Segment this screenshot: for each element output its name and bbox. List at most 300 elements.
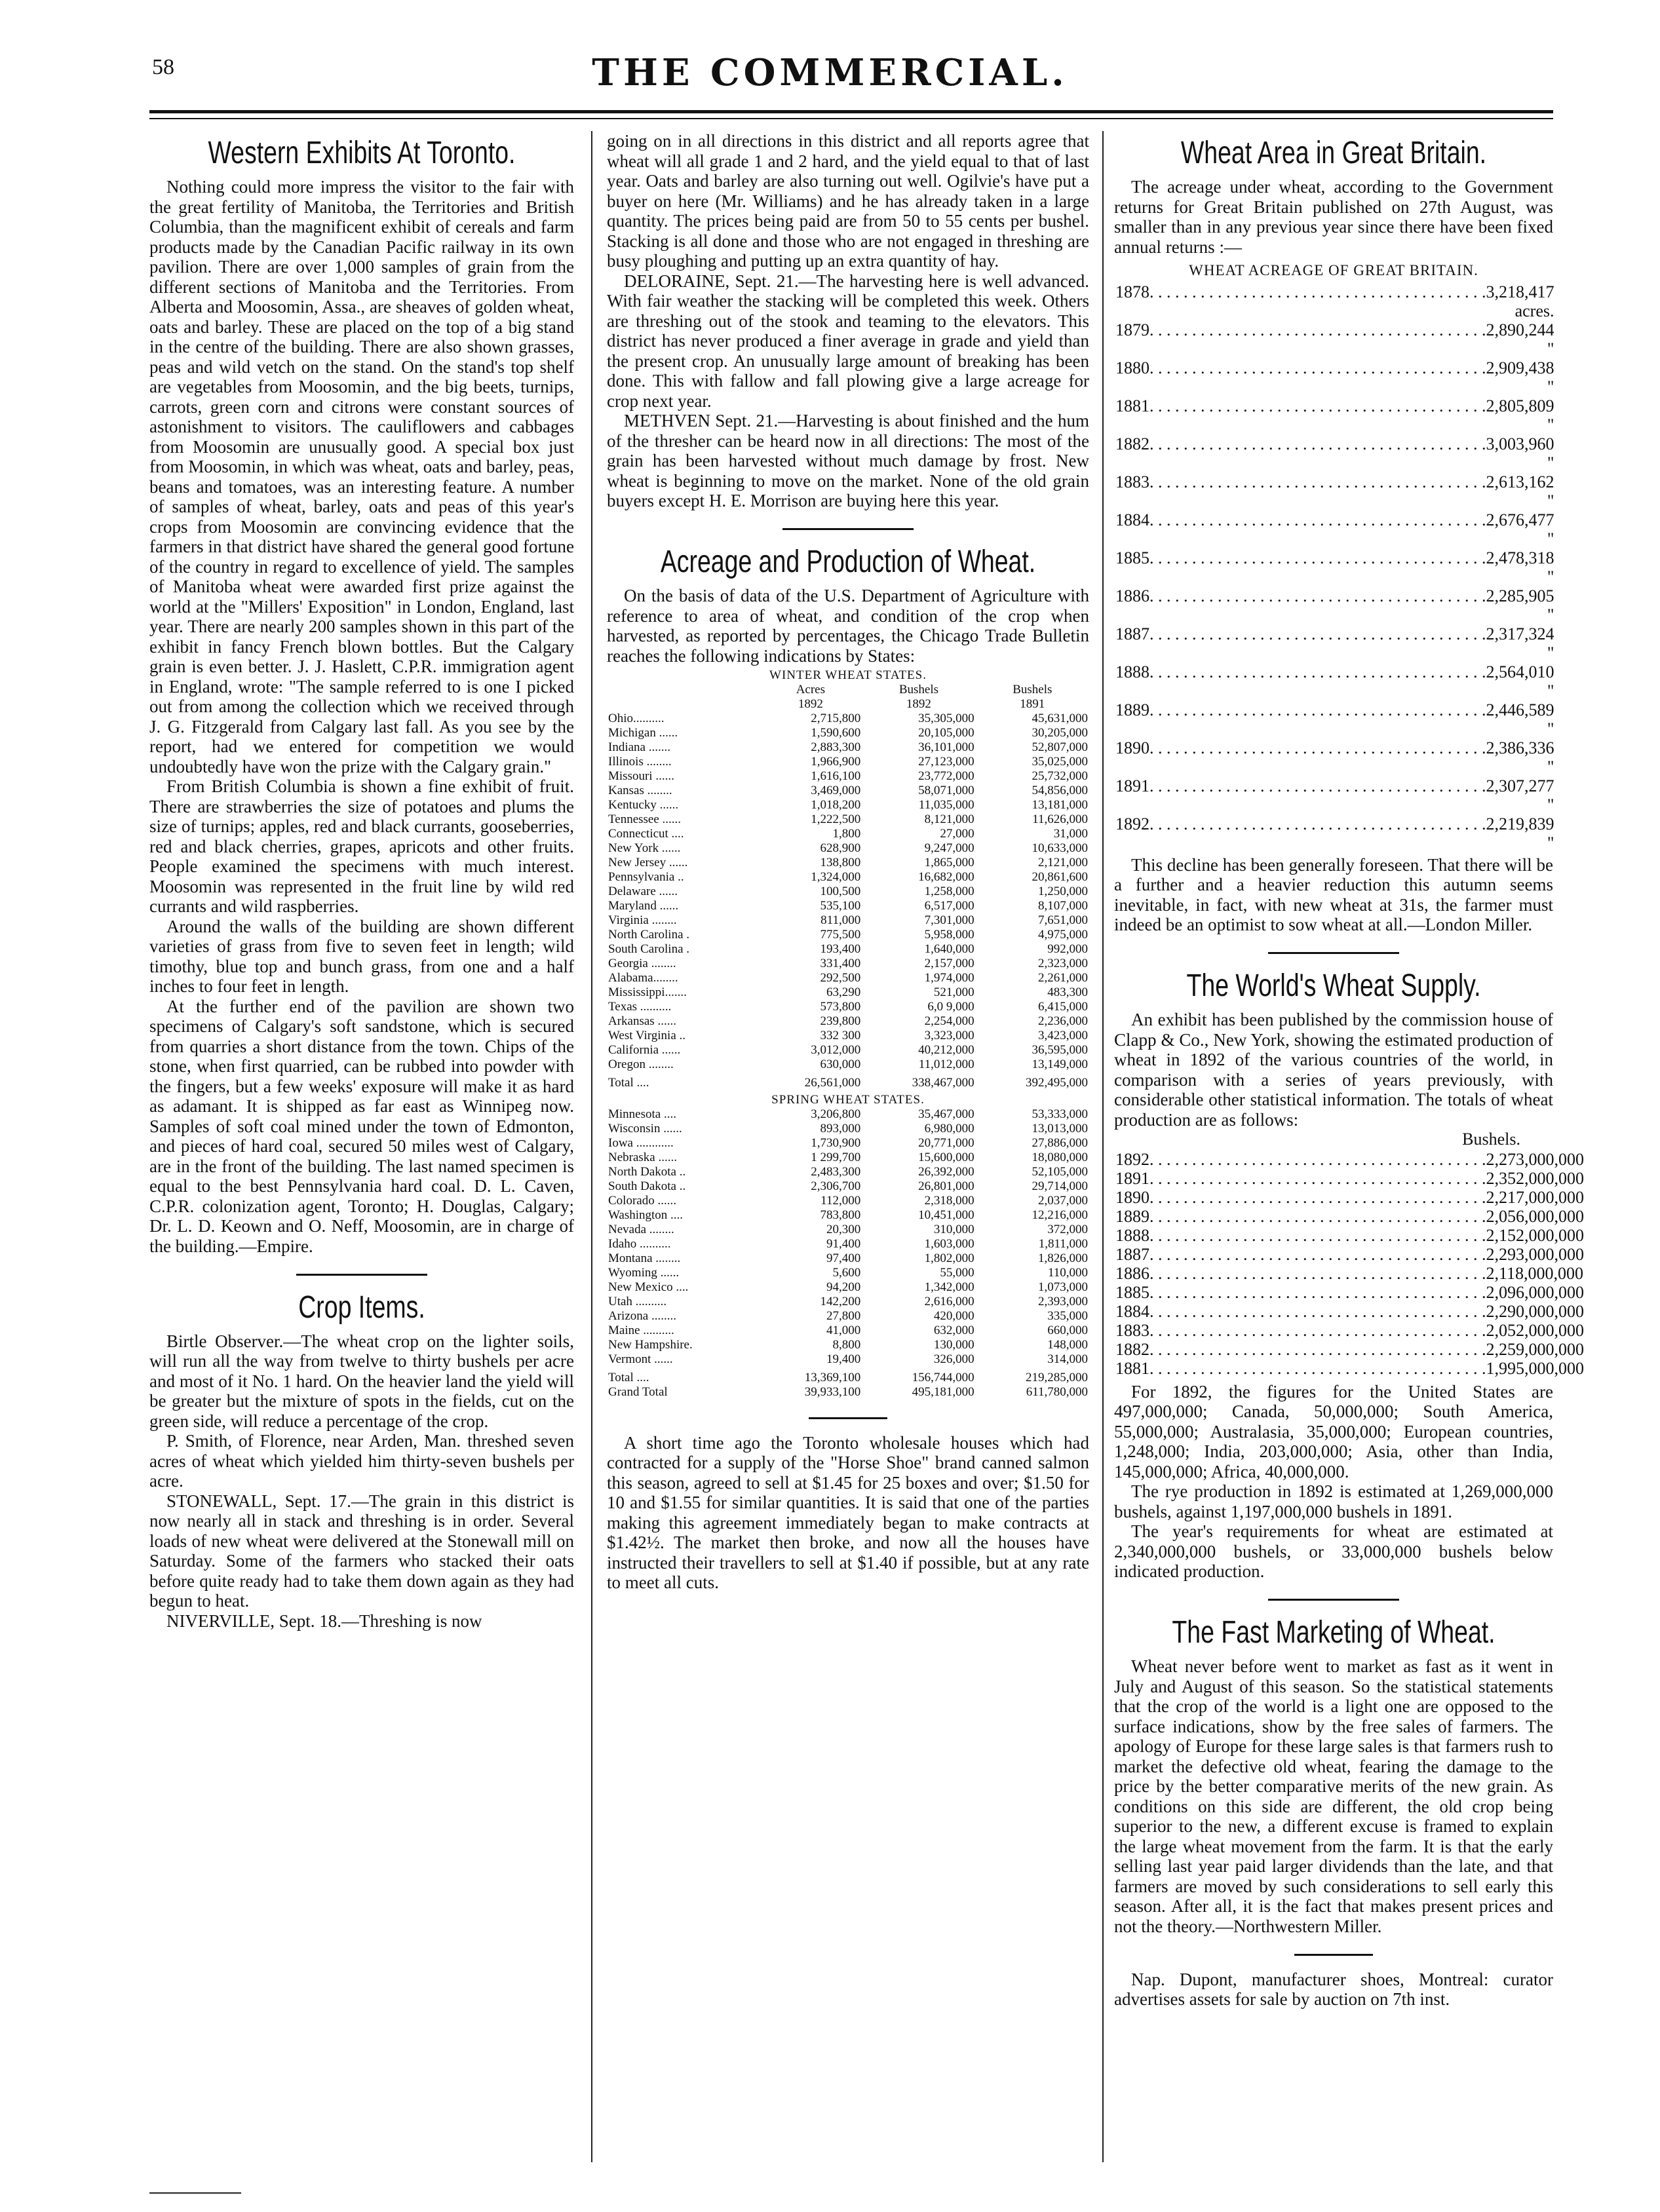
article-title-fast-marketing: The Fast Marketing of Wheat. [1172, 1615, 1496, 1650]
table-cell: 1,640,000 [924, 942, 975, 956]
list-item [1115, 1244, 1584, 1264]
value: 2,259,000,000 [1486, 1339, 1584, 1359]
table-cell: 20,105,000 [918, 726, 975, 740]
state-name: Total .... [608, 1371, 649, 1384]
table-row [607, 971, 1089, 985]
table-caption: WINTER WHEAT STATES. [769, 668, 927, 682]
list-item [1115, 1206, 1584, 1226]
state-name: Grand Total [608, 1385, 668, 1399]
paragraph: From British Columbia is shown a fine exhibit of fruit. There are strawberries the size of potatoes and plums the size of turnips; apples, red and black currants, gooseberries, red and black cherries, grapes, apricots and other fruits. People examined the specimens with much interest. Moosomin was represented in the fruit line by wild red currants and wild raspberries. [149, 776, 574, 916]
year: 1889 [1115, 700, 1149, 719]
list-item [1115, 738, 1554, 776]
paragraph: Nap. Dupont, manufacturer shoes, Montreal: curator advertises assets for sale by auction on 7th inst. [1114, 1969, 1553, 2009]
list-item [1115, 814, 1554, 852]
table-cell: 58,071,000 [918, 784, 975, 797]
year: 1884 [1115, 510, 1149, 529]
table-row [607, 827, 1089, 841]
table-cell: 483,300 [1047, 985, 1088, 999]
section-separator [1114, 1944, 1553, 1964]
table-cell: 6,415,000 [1038, 1000, 1088, 1014]
article-title-western-exhibits: Western Exhibits At Toronto. [208, 136, 516, 170]
table-cell: 1,324,000 [811, 870, 861, 884]
table-cell: 2,616,000 [924, 1295, 975, 1308]
table-cell: 27,000 [940, 827, 975, 841]
value: 2,307,277 " [1486, 776, 1554, 814]
value: 2,478,318 " [1486, 548, 1554, 586]
year: 1878 [1115, 282, 1149, 301]
article-title-crop-items: Crop Items. [298, 1289, 425, 1325]
table-row [607, 1194, 1089, 1208]
table-row [607, 1136, 1089, 1151]
year: 1892 [1115, 1149, 1149, 1169]
table-row [607, 740, 1089, 755]
paragraph: At the further end of the pavilion are shown two specimens of Calgary's soft sandstone, which is secured from quarries a short distance from the town. Chips of the stone, when first quarried, can be rubbed into powder with the fingers, but a few weeks' exposure will make it as hard as adamant. It is shipped as far east as Winnipeg now. Samples of soft coal mined under the town of Edmonton, and pieces of hard coal, secured 50 miles west of Calgary, are in the front of the building. The last named specimen is equal to the best Pennsylvania hard coal. D. L. Caven, C.P.R. colonization agent, Toronto; H. Douglas, Calgary; Dr. L. D. Keown and O. Neff, Moosomin, are in charge of the building.—Empire. [149, 996, 574, 1256]
table-cell: 8,800 [832, 1338, 861, 1352]
state-name: New Hampshire. [608, 1338, 693, 1352]
table-row [607, 755, 1089, 769]
year: 1888 [1115, 1225, 1149, 1245]
value: 2,676,477 " [1486, 510, 1554, 548]
table-row [607, 899, 1089, 913]
state-name: Arkansas ...... [608, 1014, 676, 1028]
table-cell: 2,318,000 [924, 1194, 975, 1208]
paragraph: METHVEN Sept. 21.—Harvesting is about finished and the hum of the thresher can be heard now in all directions: The most of the grain has been harvested without much damage by frost. New wheat is beginning to move on the market. None of the old grain buyers except H. E. Morrison are buying here this year. [607, 411, 1089, 510]
table-header-row [607, 683, 1089, 697]
leader-dots: . . . . . . . . . . . . . . . . . . . . . . . . . . . . . . . . . . . . . . . . [1149, 1149, 1486, 1169]
value: 2,118,000,000 [1486, 1263, 1584, 1283]
year: 1886 [1115, 1263, 1149, 1283]
table-row [607, 769, 1089, 784]
state-name: Nevada ........ [608, 1223, 674, 1236]
table-cell: 2,121,000 [1038, 856, 1088, 869]
table-cell: 2,306,700 [811, 1179, 861, 1193]
list-item [1115, 282, 1554, 320]
table-cell: 13,013,000 [1032, 1122, 1088, 1135]
table-cell: 611,780,000 [1026, 1385, 1088, 1399]
year: 1887 [1115, 624, 1149, 643]
leader-dots: . . . . . . . . . . . . . . . . . . . . . . . . . . . . . . . . . . . . . . . . [1149, 548, 1486, 567]
table-row [607, 1029, 1089, 1043]
leader-dots: . . . . . . . . . . . . . . . . . . . . . . . . . . . . . . . . . . . . . . . . [1149, 776, 1486, 795]
list-item [1115, 1282, 1584, 1302]
table-cell: 156,744,000 [912, 1371, 975, 1384]
column-divider [591, 131, 592, 2162]
article-title-wheat-area-britain: Wheat Area in Great Britain. [1180, 136, 1487, 170]
table-row [607, 784, 1089, 798]
table-cell: 239,800 [820, 1014, 861, 1028]
table-cell: 39,933,100 [804, 1385, 861, 1399]
leader-dots: . . . . . . . . . . . . . . . . . . . . . . . . . . . . . . . . . . . . . . . . [1149, 624, 1486, 643]
state-name: Illinois ........ [608, 755, 672, 769]
list-item [1115, 700, 1554, 738]
list-item [1115, 1187, 1584, 1207]
table-cell: 16,682,000 [918, 870, 975, 884]
table-cell: 25,732,000 [1032, 769, 1088, 783]
leader-dots: . . . . . . . . . . . . . . . . . . . . . . . . . . . . . . . . . . . . . . . . [1149, 282, 1486, 301]
table-row [607, 1338, 1089, 1352]
table-cell: 5,958,000 [924, 928, 975, 942]
section-separator [1114, 1590, 1553, 1610]
column-1 [149, 131, 574, 2175]
table-cell: 628,900 [820, 841, 861, 855]
year: 1888 [1115, 662, 1149, 681]
leader-dots: . . . . . . . . . . . . . . . . . . . . . . . . . . . . . . . . . . . . . . . . [1149, 1339, 1486, 1359]
state-name: Nebraska ...... [608, 1151, 677, 1164]
state-name [607, 683, 759, 697]
state-name: Indiana ....... [608, 740, 670, 754]
table-row [607, 1324, 1089, 1338]
table-row [607, 1058, 1089, 1072]
table-cell: 31,000 [1053, 827, 1088, 841]
state-name: Maine .......... [608, 1324, 674, 1337]
table-cell: 7,651,000 [1038, 913, 1088, 927]
leader-dots: . . . . . . . . . . . . . . . . . . . . . . . . . . . . . . . . . . . . . . . . [1149, 738, 1486, 757]
table-cell: 1,073,000 [1038, 1280, 1088, 1294]
table-cell: 893,000 [820, 1122, 861, 1135]
state-name: Georgia ........ [608, 957, 676, 970]
table-caption-row [607, 1090, 1089, 1107]
table-cell: 35,305,000 [918, 712, 975, 725]
leader-dots: . . . . . . . . . . . . . . . . . . . . . . . . . . . . . . . . . . . . . . . . [1149, 1358, 1486, 1378]
table-total-row [607, 1367, 1089, 1385]
table-cell: 632,000 [933, 1324, 975, 1337]
leader-dots: . . . . . . . . . . . . . . . . . . . . . . . . . . . . . . . . . . . . . . . . [1149, 510, 1486, 529]
leader-dots: . . . . . . . . . . . . . . . . . . . . . . . . . . . . . . . . . . . . . . . . [1149, 1168, 1486, 1188]
value: 2,056,000,000 [1486, 1206, 1584, 1226]
table-cell: 54,856,000 [1032, 784, 1088, 797]
table-cell: 19,400 [826, 1352, 861, 1366]
state-name: Connecticut .... [608, 827, 684, 841]
state-name: Vermont ...... [608, 1352, 673, 1366]
table-cell: 314,000 [1047, 1352, 1088, 1366]
table-cell: 4,975,000 [1038, 928, 1088, 942]
value: 2,890,244 " [1486, 320, 1554, 358]
list-item [1115, 396, 1554, 434]
paragraph: On the basis of data of the U.S. Department of Agriculture with reference to area of wheat, and condition of the crop when harvested, as reported by percentages, the Chicago Trade Bulletin reaches the following indications by States: [607, 586, 1089, 666]
state-name: Colorado ...... [608, 1194, 676, 1208]
table-caption: SPRING WHEAT STATES. [771, 1093, 925, 1107]
leader-dots: . . . . . . . . . . . . . . . . . . . . . . . . . . . . . . . . . . . . . . . . [1149, 1244, 1486, 1264]
header-rule [149, 110, 1553, 113]
table-cell: 372,000 [1047, 1223, 1088, 1236]
table-cell: 992,000 [1047, 942, 1088, 956]
list-item [1115, 776, 1554, 814]
year: 1892 [1115, 814, 1149, 833]
table-cell: 1,826,000 [1038, 1251, 1088, 1265]
table-cell: 811,000 [820, 913, 861, 927]
leader-dots: . . . . . . . . . . . . . . . . . . . . . . . . . . . . . . . . . . . . . . . . [1149, 1206, 1486, 1226]
table-cell: 6,0 9,000 [927, 1000, 975, 1014]
paragraph: This decline has been generally foreseen. That there will be a further and a heavier reduction this autumn seems inevitable, in fact, with new wheat at 31s, the farmer must indeed be an optimist to sow wheat at all.—London Miller. [1114, 854, 1553, 934]
table-cell: 130,000 [933, 1338, 975, 1352]
table-row [607, 1179, 1089, 1194]
table-cell: 13,181,000 [1032, 798, 1088, 812]
table-cell: 26,392,000 [918, 1165, 975, 1179]
year: 1881 [1115, 1358, 1149, 1378]
table-cell: 535,100 [820, 899, 861, 913]
table-row [607, 1295, 1089, 1309]
table-row [607, 1122, 1089, 1136]
state-name: Delaware ...... [608, 885, 678, 898]
leader-dots: . . . . . . . . . . . . . . . . . . . . . . . . . . . . . . . . . . . . . . . . [1149, 1187, 1486, 1207]
list-item [1115, 624, 1554, 662]
list-item [1115, 1225, 1584, 1245]
value: 2,805,809 " [1486, 396, 1554, 434]
table-cell: 27,123,000 [918, 755, 975, 769]
table-cell: 91,400 [826, 1237, 861, 1251]
table-cell: 142,200 [820, 1295, 861, 1308]
year: 1891 [1115, 776, 1149, 795]
table-cell: 8,121,000 [924, 812, 975, 826]
table-cell: 30,205,000 [1032, 726, 1088, 740]
table-cell: 521,000 [933, 985, 975, 999]
table-cell: 63,290 [826, 985, 861, 999]
year: 1881 [1115, 396, 1149, 415]
paragraph: DELORAINE, Sept. 21.—The harvesting here is well advanced. With fair weather the stacking will be completed this week. Others are threshing out of the stook and teaming to the elevators. This district has never produced a finer average in grade and yield than the present crop. An unusually large amount of breaking has been done. This with fallow and fall plowing give a large acreage for crop next year. [607, 271, 1089, 411]
table-caption: WHEAT ACREAGE OF GREAT BRITAIN. [1189, 262, 1478, 278]
state-name: Wyoming ...... [608, 1266, 680, 1280]
paragraph: Birtle Observer.—The wheat crop on the lighter soils, will run all the way from twelve to thirty bushels per acre and most of it No. 1 hard. On the heavier land the yield will be greater but the mixture of spots in the fields, cut on the green side, will reduce a percentage of the crop. [149, 1331, 574, 1431]
unit-label: Bushels. [1462, 1130, 1520, 1149]
table-cell: 27,886,000 [1032, 1136, 1088, 1150]
table-cell: 338,467,000 [912, 1076, 975, 1090]
table-cell: 2,236,000 [1038, 1014, 1088, 1028]
table-cell: 1,616,100 [811, 769, 861, 783]
list-item [1115, 320, 1554, 358]
section-separator [607, 1407, 1089, 1428]
table-cell: 52,105,000 [1032, 1165, 1088, 1179]
table-cell: 3,206,800 [811, 1107, 861, 1121]
table-cell: 15,600,000 [918, 1151, 975, 1164]
article-title-acreage: Acreage and Production of Wheat. [660, 544, 1036, 579]
table-cell: Acres [796, 683, 825, 696]
table-cell: 775,500 [820, 928, 861, 942]
table-row [607, 1043, 1089, 1058]
table-cell: 53,333,000 [1032, 1107, 1088, 1121]
table-cell: 36,101,000 [918, 740, 975, 754]
table-row [607, 1000, 1089, 1014]
state-name: Virginia ........ [608, 913, 677, 927]
table-cell: 3,323,000 [924, 1029, 975, 1042]
table-total-row [607, 1072, 1089, 1090]
table-row [607, 841, 1089, 856]
table-cell: 783,800 [820, 1208, 861, 1222]
state-name: Missouri ...... [608, 769, 674, 783]
leader-dots: . . . . . . . . . . . . . . . . . . . . . . . . . . . . . . . . . . . . . . . . [1149, 1301, 1486, 1321]
table-cell: 1,800 [832, 827, 861, 841]
table-cell: 1,811,000 [1038, 1237, 1088, 1251]
state-name: Maryland ...... [608, 899, 679, 913]
table-cell: 55,000 [940, 1266, 975, 1280]
world-production-list [1115, 1149, 1584, 1378]
paragraph: P. Smith, of Florence, near Arden, Man. threshed seven acres of wheat which yielded him thirty-seven bushels per acre. [149, 1431, 574, 1491]
year: 1887 [1115, 1244, 1149, 1264]
table-cell: 8,107,000 [1038, 899, 1088, 913]
table-cell: 1891 [1020, 697, 1045, 711]
footer-rule [149, 2192, 241, 2194]
table-cell: 2,483,300 [811, 1165, 861, 1179]
table-cell: 18,080,000 [1032, 1151, 1088, 1164]
table-row [607, 1165, 1089, 1179]
state-name: New Jersey ...... [608, 856, 688, 869]
table-cell: 7,301,000 [924, 913, 975, 927]
table-cell: 495,181,000 [912, 1385, 975, 1399]
paragraph: STONEWALL, Sept. 17.—The grain in this district is now nearly all in stack and threshing is in order. Several loads of new wheat were delivered at the Stonewall mill on Saturday. Some of the farmers who stacked their oats before quite ready had to take them down again as they had begun to heat. [149, 1491, 574, 1611]
value: 2,317,324 " [1486, 624, 1554, 662]
table-row [607, 985, 1089, 1000]
table-row [607, 1107, 1089, 1122]
table-cell: 292,500 [820, 971, 861, 985]
state-name: Idaho .......... [608, 1237, 671, 1251]
table-row [607, 870, 1089, 885]
value: 2,564,010 " [1486, 662, 1554, 700]
leader-dots: . . . . . . . . . . . . . . . . . . . . . . . . . . . . . . . . . . . . . . . . [1149, 1282, 1486, 1302]
leader-dots: . . . . . . . . . . . . . . . . . . . . . . . . . . . . . . . . . . . . . . . . [1149, 662, 1486, 681]
table-row [607, 928, 1089, 942]
table-cell: 2,883,300 [811, 740, 861, 754]
article-body-western-exhibits [149, 177, 574, 1256]
column-divider [1102, 131, 1104, 2162]
list-item [1115, 358, 1554, 396]
table-cell: 110,000 [1047, 1266, 1088, 1280]
table-row [607, 1309, 1089, 1324]
state-name: Kentucky ...... [608, 798, 679, 812]
table-row [607, 798, 1089, 812]
list-item [1115, 548, 1554, 586]
table-row [607, 856, 1089, 870]
state-name: Total .... [608, 1076, 649, 1090]
value: 2,446,589 " [1486, 700, 1554, 738]
table-cell: 94,200 [826, 1280, 861, 1294]
table-row [607, 913, 1089, 928]
value: 2,293,000,000 [1486, 1244, 1584, 1264]
table-cell: 45,631,000 [1032, 712, 1088, 725]
table-cell: 1,603,000 [924, 1237, 975, 1251]
value: 2,386,336 " [1486, 738, 1554, 776]
table-cell: 2,715,800 [811, 712, 861, 725]
state-name: New York ...... [608, 841, 681, 855]
value: 2,152,000,000 [1486, 1225, 1584, 1245]
leader-dots: . . . . . . . . . . . . . . . . . . . . . . . . . . . . . . . . . . . . . . . . [1149, 434, 1486, 453]
value: 3,218,417 acres. [1486, 282, 1554, 320]
leader-dots: . . . . . . . . . . . . . . . . . . . . . . . . . . . . . . . . . . . . . . . . [1149, 1225, 1486, 1245]
table-cell: 1,018,200 [811, 798, 861, 812]
table-cell: 2,157,000 [924, 957, 975, 970]
table-cell: 36,595,000 [1032, 1043, 1088, 1057]
year: 1885 [1115, 1282, 1149, 1302]
table-cell: 13,149,000 [1032, 1058, 1088, 1071]
list-item [1115, 510, 1554, 548]
leader-dots: . . . . . . . . . . . . . . . . . . . . . . . . . . . . . . . . . . . . . . . . [1149, 586, 1486, 605]
paragraph: The rye production in 1892 is estimated at 1,269,000,000 bushels, against 1,197,000,000 bushels in 1891. [1114, 1481, 1553, 1521]
table-cell: 420,000 [933, 1309, 975, 1323]
table-caption-row [607, 666, 1089, 683]
table-cell: 1892 [906, 697, 931, 711]
year: 1889 [1115, 1206, 1149, 1226]
list-item [1115, 1263, 1584, 1283]
table-row [607, 1208, 1089, 1223]
state-name: New Mexico .... [608, 1280, 689, 1294]
section-separator [149, 1264, 574, 1284]
section-separator [1114, 943, 1553, 963]
value: 2,052,000,000 [1486, 1320, 1584, 1340]
list-item [1115, 1358, 1584, 1378]
table-cell: 13,369,100 [804, 1371, 861, 1384]
paragraph: Around the walls of the building are shown different varieties of grass from five to seven feet in length; wild timothy, blue top and bunch grass, from one and a half inches to four feet in length. [149, 916, 574, 996]
britain-acreage-list [1115, 282, 1553, 852]
masthead: THE COMMERCIAL. [592, 51, 1068, 94]
leader-dots: . . . . . . . . . . . . . . . . . . . . . . . . . . . . . . . . . . . . . . . . [1149, 700, 1486, 719]
column-3 [1114, 131, 1584, 2175]
leader-dots: . . . . . . . . . . . . . . . . . . . . . . . . . . . . . . . . . . . . . . . . [1149, 1263, 1486, 1283]
table-row [607, 1151, 1089, 1165]
table-cell: Bushels [1013, 683, 1052, 696]
table-cell: 2,037,000 [1038, 1194, 1088, 1208]
paragraph: For 1892, the figures for the United States are 497,000,000; Canada, 50,000,000; South America, 55,000,000; Australasia, 35,000,000; European countries, 1,248,000; India, 203,000,000; Asia, other than India, 145,000,000; Africa, 40,000,000. [1114, 1381, 1553, 1481]
state-name: Alabama........ [608, 971, 678, 985]
state-name: Tennessee ...... [608, 812, 682, 826]
table-cell: 332 300 [820, 1029, 861, 1042]
table-cell: 26,561,000 [804, 1076, 861, 1090]
header-rule-thin [149, 118, 1553, 119]
value: 2,217,000,000 [1486, 1187, 1584, 1207]
state-name: Wisconsin ...... [608, 1122, 682, 1135]
table-cell: 11,012,000 [918, 1058, 975, 1071]
table-cell: 193,400 [820, 942, 861, 956]
table-cell: 100,500 [820, 885, 861, 898]
state-name: Mississippi....... [608, 985, 687, 999]
list-item [1115, 662, 1554, 700]
list-item [1115, 1301, 1584, 1321]
state-name: North Dakota .. [608, 1165, 686, 1179]
year: 1890 [1115, 738, 1149, 757]
table-cell: 27,800 [826, 1309, 861, 1323]
state-name: California ...... [608, 1043, 681, 1057]
value: 2,219,839 " [1486, 814, 1554, 852]
table-cell: 2,261,000 [1038, 971, 1088, 985]
year: 1882 [1115, 434, 1149, 453]
table-cell: 112,000 [820, 1194, 861, 1208]
table-grand-total-row [607, 1385, 1089, 1400]
table-header-row [607, 697, 1089, 712]
value: 2,909,438 " [1486, 358, 1554, 396]
table-cell: 138,800 [820, 856, 861, 869]
table-cell: 2,393,000 [1038, 1295, 1088, 1308]
state-name: Texas .......... [608, 1000, 672, 1014]
state-name: Minnesota .... [608, 1107, 676, 1121]
value: 2,613,162 " [1486, 472, 1554, 510]
leader-dots: . . . . . . . . . . . . . . . . . . . . . . . . . . . . . . . . . . . . . . . . [1149, 1320, 1486, 1340]
table-cell: 1892 [798, 697, 823, 711]
table-cell: 331,400 [820, 957, 861, 970]
column-2 [607, 131, 1089, 2175]
table-cell: 392,495,000 [1026, 1076, 1088, 1090]
table-cell: 9,247,000 [924, 841, 975, 855]
table-cell: 1,730,900 [811, 1136, 861, 1150]
table-cell: 52,807,000 [1032, 740, 1088, 754]
wheat-states-table [607, 666, 1089, 1400]
page-number: 58 [152, 55, 174, 79]
year: 1885 [1115, 548, 1149, 567]
table-cell: 3,012,000 [811, 1043, 861, 1057]
value: 2,273,000,000 [1486, 1149, 1584, 1169]
paragraph: Wheat never before went to market as fast as it went in July and August of this season. So the statistical statements that the crop of the world is a light one are opposed to the surface indications, show by the free sales of farmers. The apology of Europe for these large sales is that farmers rush to market the defective old wheat, fearing the damage to the price by the better comparative merits of the new grain. As conditions on this side are different, the old crop being superior to the new, a different excuse is framed to explain the large wheat movement from the farm. It is that the early selling last year paid larger dividends than the late, and that farmers are moved by such considerations to sell early this season. After all, it is the fact that makes present prices and not the theory.—Northwestern Miller. [1114, 1656, 1553, 1936]
value: 2,096,000,000 [1486, 1282, 1584, 1302]
table-cell: 23,772,000 [918, 769, 975, 783]
state-name: Michigan ...... [608, 726, 678, 740]
state-name: Iowa ............ [608, 1136, 674, 1150]
state-name: South Carolina . [608, 942, 690, 956]
